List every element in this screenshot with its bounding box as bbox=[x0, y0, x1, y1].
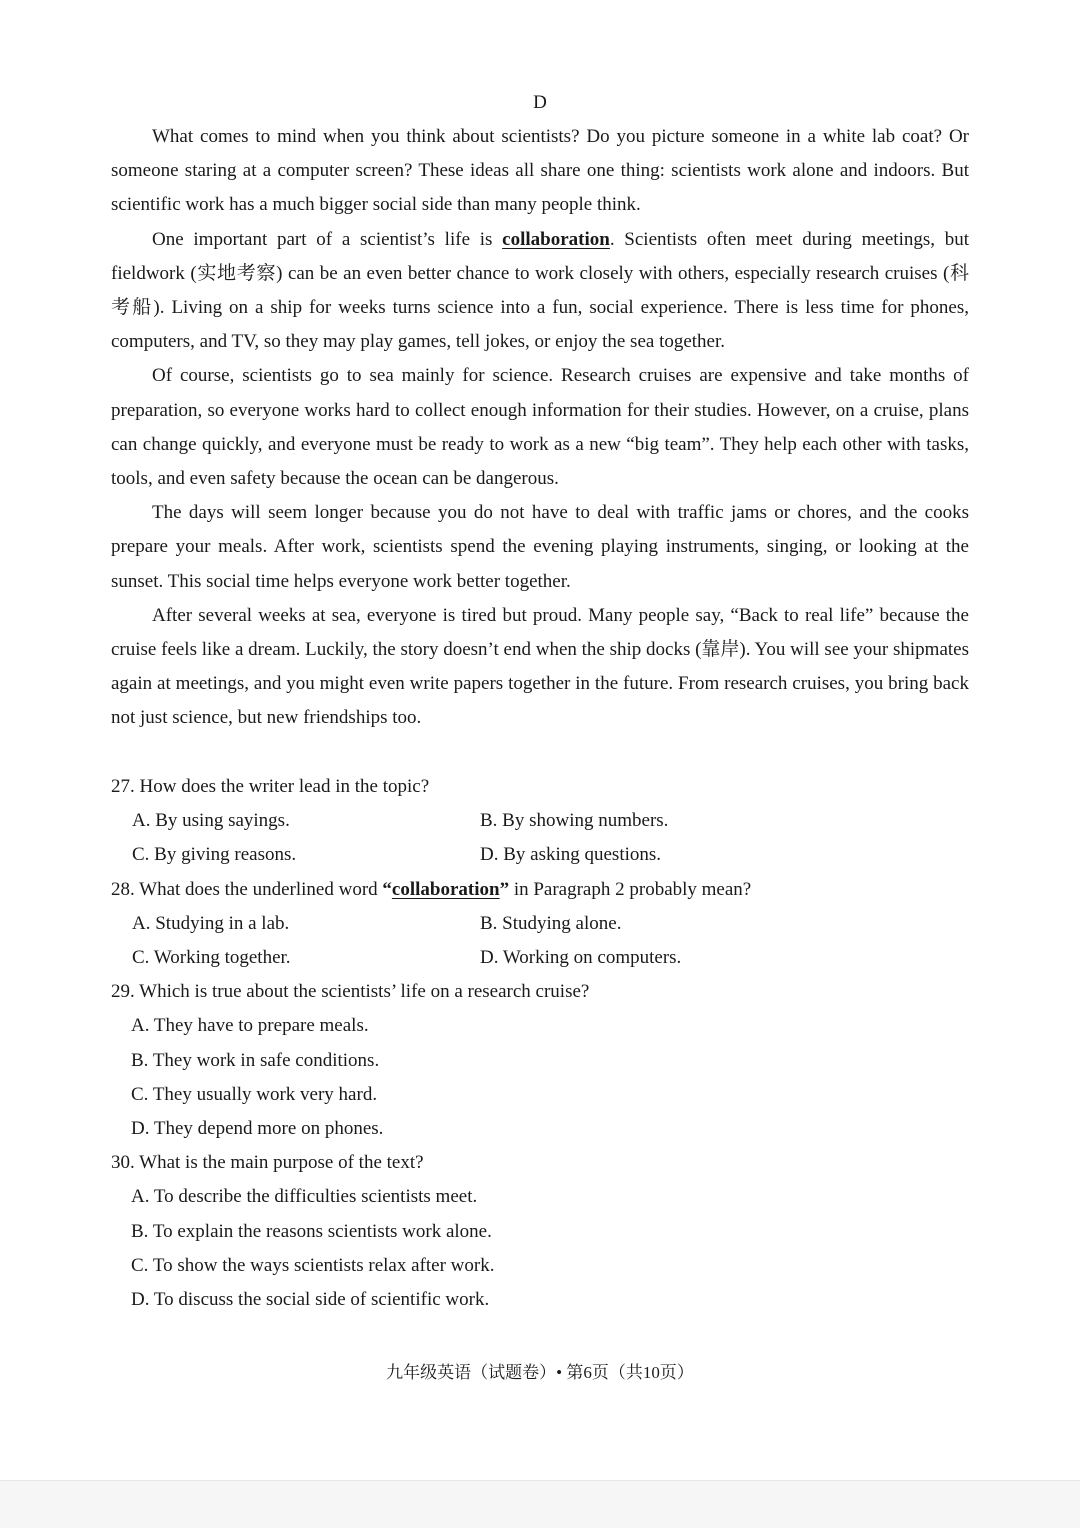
paragraph-1: What comes to mind when you think about scientists? Do you picture someone in a white lab coat? Or someone staring at a computer screen? These ideas all share one thing: scientists work alone and indoors. But scientific work has a much bigger social side than many people think. bbox=[111, 126, 969, 216]
question-stem bbox=[111, 873, 969, 907]
question-29 bbox=[111, 975, 969, 1146]
option-d: D. Working on computers. bbox=[480, 947, 682, 969]
question-stem: 27. How does the writer lead in the topic? bbox=[111, 776, 430, 797]
option-a: A. Studying in a lab. bbox=[132, 912, 290, 934]
option-c: C. To show the ways scientists relax after work. bbox=[131, 1254, 495, 1276]
question-stem: 29. Which is true about the scientists’ life on a research cruise? bbox=[111, 981, 590, 1003]
options bbox=[111, 804, 969, 872]
question-stem: 30. What is the main purpose of the text? bbox=[111, 1152, 424, 1174]
options bbox=[111, 907, 969, 975]
options bbox=[111, 1180, 969, 1317]
question-30 bbox=[111, 1146, 969, 1317]
option-a: A. By using sayings. bbox=[132, 810, 290, 832]
open-quote: “ bbox=[382, 878, 392, 900]
paragraph-2-text-before: One important part of a scientist’s life is bbox=[152, 228, 503, 250]
option-b: B. Studying alone. bbox=[480, 912, 622, 934]
page-footer: 九年级英语（试题卷）• 第6页（共10页） bbox=[386, 1363, 694, 1382]
scan-margin bbox=[0, 1480, 1080, 1528]
option-d: D. They depend more on phones. bbox=[131, 1118, 384, 1140]
question-section bbox=[111, 770, 969, 1317]
question-stem-before: 28. What does the underlined word bbox=[111, 878, 383, 900]
option-b: B. They work in safe conditions. bbox=[131, 1049, 380, 1071]
reading-passage bbox=[111, 120, 969, 736]
question-27 bbox=[111, 770, 969, 873]
paragraph-3: Of course, scientists go to sea mainly for science. Research cruises are expensive and take months of preparation, so everyone works hard to collect enough information for their studies. However, on a cruise, plans can change quickly, and everyone must be ready to work as a new “big team”. They help each other with tasks, tools, and even safety because the ocean can be dangerous. bbox=[111, 365, 969, 490]
underlined-keyword-reference: collaboration bbox=[391, 878, 500, 900]
option-a: A. To describe the difficulties scientists meet. bbox=[131, 1186, 478, 1208]
option-b: B. By showing numbers. bbox=[480, 810, 669, 832]
underlined-keyword: collaboration bbox=[502, 228, 610, 250]
options bbox=[111, 1009, 969, 1146]
option-c: C. By giving reasons. bbox=[132, 844, 297, 866]
option-b: B. To explain the reasons scientists work alone. bbox=[131, 1220, 492, 1242]
question-28 bbox=[111, 873, 969, 976]
option-c: C. They usually work very hard. bbox=[131, 1083, 378, 1105]
paragraph-5: After several weeks at sea, everyone is tired but proud. Many people say, “Back to real life” because the cruise feels like a dream. Luckily, the story doesn’t end when the ship docks (靠岸). You will see your shipmates again at meetings, and you might even write papers together in the future. From research cruises, you bring back not just science, but new friendships too. bbox=[111, 604, 969, 729]
close-quote: ” bbox=[499, 878, 510, 900]
option-a: A. They have to prepare meals. bbox=[131, 1015, 369, 1037]
option-d: D. By asking questions. bbox=[480, 844, 662, 866]
option-c: C. Working together. bbox=[132, 947, 291, 969]
question-stem-after: in Paragraph 2 probably mean? bbox=[509, 878, 752, 900]
paragraph-2 bbox=[111, 223, 969, 360]
option-d: D. To discuss the social side of scientific work. bbox=[131, 1289, 490, 1311]
section-heading: D bbox=[533, 92, 547, 113]
paragraph-2-text-after: . Scientists often meet during meetings, but fieldwork (实地考察) can be an even better chance to work closely with others, especially research cruises (科考船). Living on a ship for weeks turns science into a fun, social experience. There is less time for phones, computers, and TV, so they may play games, tell jokes, or enjoy the sea together. bbox=[111, 228, 969, 353]
paragraph-4: The days will seem longer because you do not have to deal with traffic jams or chores, and the cooks prepare your meals. After work, scientists spend the evening playing instruments, singing, or looking at the sunset. This social time helps everyone work better together. bbox=[111, 502, 969, 592]
